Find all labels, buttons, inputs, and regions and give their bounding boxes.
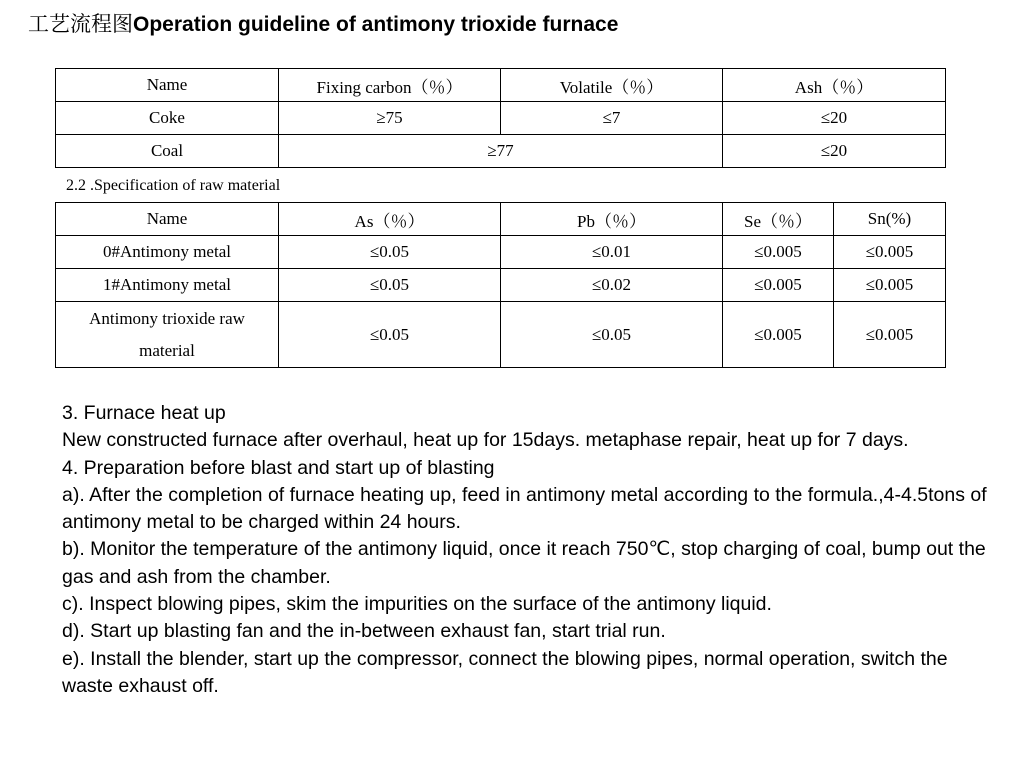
table-cell: ≤0.005 — [834, 236, 946, 269]
paragraph: d). Start up blasting fan and the in-between exhaust fan, start trial run. — [62, 620, 666, 643]
table-cell: ≤0.005 — [723, 269, 834, 302]
table-cell: 1#Antimony metal — [56, 269, 279, 302]
column-header: Se（％） — [723, 203, 834, 236]
table-cell: ≤0.005 — [723, 236, 834, 269]
column-header: Ash（％） — [723, 69, 946, 102]
page-title-english: Operation guideline of antimony trioxide furnace — [133, 13, 619, 36]
table-cell: Coke — [56, 102, 279, 135]
column-header: As（％） — [279, 203, 501, 236]
column-header: Volatile（％） — [501, 69, 723, 102]
raw-material-caption: 2.2 .Specification of raw material — [66, 177, 281, 194]
table-cell: ≤0.05 — [279, 236, 501, 269]
section-heading: 4. Preparation before blast and start up of blasting — [62, 456, 495, 479]
page-title-chinese: 工艺流程图 — [28, 12, 133, 36]
table-cell: ≥77 — [279, 135, 723, 168]
table-row — [56, 269, 946, 302]
table-row — [56, 236, 946, 269]
table-row — [56, 102, 946, 135]
table-cell: ≥75 — [279, 102, 501, 135]
table-cell: ≤0.05 — [279, 269, 501, 302]
table-cell: ≤0.005 — [723, 302, 834, 368]
table-cell: ≤0.005 — [834, 269, 946, 302]
table-cell: ≤0.05 — [501, 302, 723, 368]
table-cell: 0#Antimony metal — [56, 236, 279, 269]
table-cell: ≤20 — [723, 135, 946, 168]
paragraph: b). Monitor the temperature of the antimony liquid, once it reach 750℃, stop charging of coal, bump out the gas and ash from the chamber. — [62, 538, 986, 588]
paragraph: New constructed furnace after overhaul, heat up for 15days. metaphase repair, heat up for 7 days. — [62, 429, 909, 452]
table-cell: ≤0.005 — [834, 302, 946, 368]
column-header: Pb（％） — [501, 203, 723, 236]
table-cell: ≤0.05 — [279, 302, 501, 368]
column-header: Sn(%) — [834, 203, 946, 236]
cell-text-line: Antimony trioxide raw — [89, 308, 245, 328]
table-cell: ≤0.01 — [501, 236, 723, 269]
table-cell — [56, 302, 279, 368]
procedure-text — [62, 400, 992, 700]
paragraph: c). Inspect blowing pipes, skim the impurities on the surface of the antimony liquid. — [62, 593, 772, 616]
paragraph: e). Install the blender, start up the compressor, connect the blowing pipes, normal operation, switch the waste exhaust off. — [62, 647, 948, 697]
table-cell: ≤0.02 — [501, 269, 723, 302]
table-header-row — [56, 69, 946, 102]
cell-text-line: material — [139, 340, 195, 360]
table-cell: ≤20 — [723, 102, 946, 135]
raw-material-spec-table — [55, 202, 946, 368]
table-row — [56, 302, 946, 368]
column-header: Fixing carbon（％） — [279, 69, 501, 102]
column-header: Name — [56, 69, 279, 102]
table-cell: Coal — [56, 135, 279, 168]
table-row — [56, 135, 946, 168]
fuel-spec-table — [55, 68, 946, 168]
table-cell: ≤7 — [501, 102, 723, 135]
section-heading: 3. Furnace heat up — [62, 402, 226, 424]
page-title — [28, 8, 618, 38]
table-header-row — [56, 203, 946, 236]
column-header: Name — [56, 203, 279, 236]
paragraph: a). After the completion of furnace heating up, feed in antimony metal according to the formula.,4-4.5tons of antimony metal to be charged within 24 hours. — [62, 483, 987, 534]
